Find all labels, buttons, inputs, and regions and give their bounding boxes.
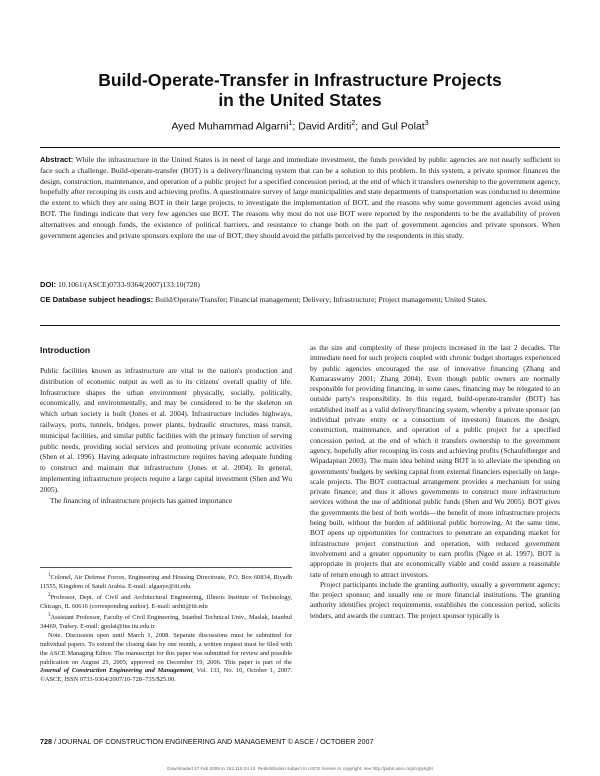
page-number: 728 xyxy=(40,737,52,746)
body-paragraph: Public facilities known as infrastructure are vital to the nation's production and distribution of economic output as well as to its citizens' overall quality of life. Infrastructure shapes the urban environment physically, socially, politically, economically, and environmentally, and may be considered to be the skeleton on which urban society is built (Jones et al. 2004). Infrastructure includes highways, railways, ports, tunnels, bridges, power plants, hydraulic structures, mass transit, municipal facilities, and similar public facilities with the primary function of serving public needs, providing social services and promoting private economic activities (Shen et al. 1996). Having adequate infrastructure requires having adequate funding to construct and maintain that infrastructure (Jones et al. 2004). In general, implementing infrastructure projects require a large capital investment (Shen and Wu 2005). xyxy=(40,366,292,494)
footnote-mark: 3 xyxy=(48,612,51,618)
left-column-body xyxy=(40,366,292,506)
journal-name: Journal of Construction Engineering and Management xyxy=(40,667,193,675)
right-column-body xyxy=(310,343,560,621)
subject-headings-label: CE Database subject headings: xyxy=(40,295,154,304)
doi xyxy=(40,280,560,290)
section-title: Introduction xyxy=(40,345,91,355)
author-separator: ; and xyxy=(355,120,382,133)
doi-value: 10.1061/(ASCE)0733-9364(2007)133:10(728) xyxy=(57,280,200,289)
subject-headings xyxy=(40,295,560,306)
body-paragraph: The financing of infrastructure projects has gained importance xyxy=(50,495,233,505)
running-footer xyxy=(40,737,560,746)
title-line-2: in the United States xyxy=(218,90,382,110)
body-paragraph: as the size and complexity of these projects increased in the last 2 decades. The immediate need for such projects coupled with chronic budget shortages experienced by public agencies encouraged the use of innovative financing (Zhang and Kumaraswamy 2001; Zhang 2004). Even though public owners are normally responsible for providing financing, in some cases, financing may be relegated to an outside party's responsibility. In this regard, build-operate-transfer (BOT) has established itself as a valid delivery/financing system, whereby a private sponsor (an individual private entity or a consortium of investors) finances the design, construction, maintenance, and operation of a public project for a specified concession period, at the end of which it transfers ownership to the government agency, hopefully after recouping its costs and achieving profits (Schaufelberger and Wipadapisut 2003). The main idea behind using BOT is to alleviate the spending on governments' budgets by seeking capital from external financiers especially on large-scale projects. The BOT contractual arrangement provides a mechanism for using private finance; and thus it allows governments to construct more infrastructure services without the use of additional public funds (Shen and Wu 2005). BOT gives the governments the best of both worlds—the benefit of more infrastructure projects being built, without the burden of additional public borrowing. At the same time, BOT opens up opportunities for contractors to penetrate an expanding market for infrastructure project construction and operation, with reduced government involvement and a greater opportunity to earn profits (Ngee et al. 1997). BOT is appropriate in projects that are economically viable and could assure a reasonable rate of return enough to attract investors. xyxy=(310,343,560,579)
footnote-text: Assistant Professor, Faculty of Civil Engineering, Istanbul Technical Univ., Maslak, Istanbul 34469, Turkey. E-mail: gpolat@ins.itu.edu.tr xyxy=(40,614,292,630)
title-line-1: Build-Operate-Transfer in Infrastructure Projects xyxy=(98,70,502,90)
footnote xyxy=(40,612,292,632)
doi-label: DOI: xyxy=(40,280,57,289)
abstract-label: Abstract: xyxy=(40,155,74,164)
footnote-mark: 1 xyxy=(48,573,51,578)
note-text-a: Note. Discussion open until March 1, 2008. Separate discussions must be submitted for individual papers. To extend the closing date by one month, a written request must be filed with the ASCE Managing Editor. The manuscript for this paper was submitted for review and possible publication on August 25, 2005; approved on December 19, 2006. This paper is part of the xyxy=(40,631,292,666)
author-name: Gul Polat xyxy=(381,120,425,133)
author-name: Ayed Muhammad Algarni xyxy=(171,120,289,133)
note-text-b: , Vol. 133, No. 10, October 1, 2007. ©ASCE, ISSN 0733-9364/2007/10-728–735/$25.00. xyxy=(40,667,292,684)
body-paragraph: Project participants include the granting authority, usually a government agency; the project sponsor; and usually one or more financial institutions. The granting authority identifies project requirements, establishes the concession period, solicits tenders, and awards the contract. The project sponsor typically is xyxy=(310,579,560,620)
footnote-text: Professor, Dept. of Civil and Architectural Engineering, Illinois Institute of Technology, Chicago, IL 60616 (corresponding author). E-mail: arditi@iit.edu xyxy=(40,594,292,610)
author-affiliation-mark: 1 xyxy=(288,120,293,127)
author-affiliation-mark: 3 xyxy=(424,120,429,127)
download-notice: Downloaded 27 Feb 2009 to 152.118.24.10. Redistribution subject to ASCE license or copyright; see http://pubs.asce.org/copyright xyxy=(167,766,433,771)
paper-title xyxy=(40,70,560,110)
author-name: David Arditi xyxy=(298,120,352,133)
abstract xyxy=(40,155,560,241)
footnote xyxy=(40,572,292,592)
subject-headings-text: Build/Operate/Transfer; Financial management; Delivery; Infrastructure; Project management; United States. xyxy=(155,295,488,304)
footnote-text: Colonel, Air Defense Forces, Engineering and Housing Directorate, P.O. Box 60834, Riyadh 11555, Kingdom of Saudi Arabia. E-mail: algaaye@iit.edu xyxy=(40,574,292,591)
footnote-mark: 2 xyxy=(48,592,51,598)
footnotes xyxy=(40,572,292,685)
abstract-text: While the infrastructure in the United States is in need of large and immediate investment, the funds provided by public agencies are not nearly sufficient to face such a challenge. Build-operate-transfer (BOT) is a delivery/financing system that can be a solution to this problem. In this system, a private sponsor finances the design, construction, maintenance, and operation of a public project for a specified concession period, at the end of which it transfers ownership to the government agency, hopefully after recouping its costs and achieving profits. A questionnaire survey of large municipalities and state departments of transportation was conducted to determine the extent to which they are using BOT in their large projects, to investigate the implementation of BOT, and the reasons why some government agencies avoid using BOT. The findings indicate that very few agencies use BOT. The reasons why most do not use BOT were reported by the respondents to be the availability of proven alternatives and enough funds, the existence of political barriers, and resistance to change both on the part of government agencies and private sponsors. When government agencies and private sponsors explore the use of BOT, they should avoid the pitfalls perceived by the respondents in this study. xyxy=(40,155,560,240)
discussion-note xyxy=(40,632,292,685)
footnote-divider xyxy=(40,567,292,568)
author-separator: ; xyxy=(292,120,299,133)
author-list xyxy=(40,120,560,133)
journal-footer-text: / JOURNAL OF CONSTRUCTION ENGINEERING AND MANAGEMENT © ASCE / OCTOBER 2007 xyxy=(52,737,374,746)
author-affiliation-mark: 2 xyxy=(351,120,356,127)
footnote xyxy=(40,592,292,612)
header-divider xyxy=(40,147,560,148)
abstract-divider xyxy=(40,325,560,326)
